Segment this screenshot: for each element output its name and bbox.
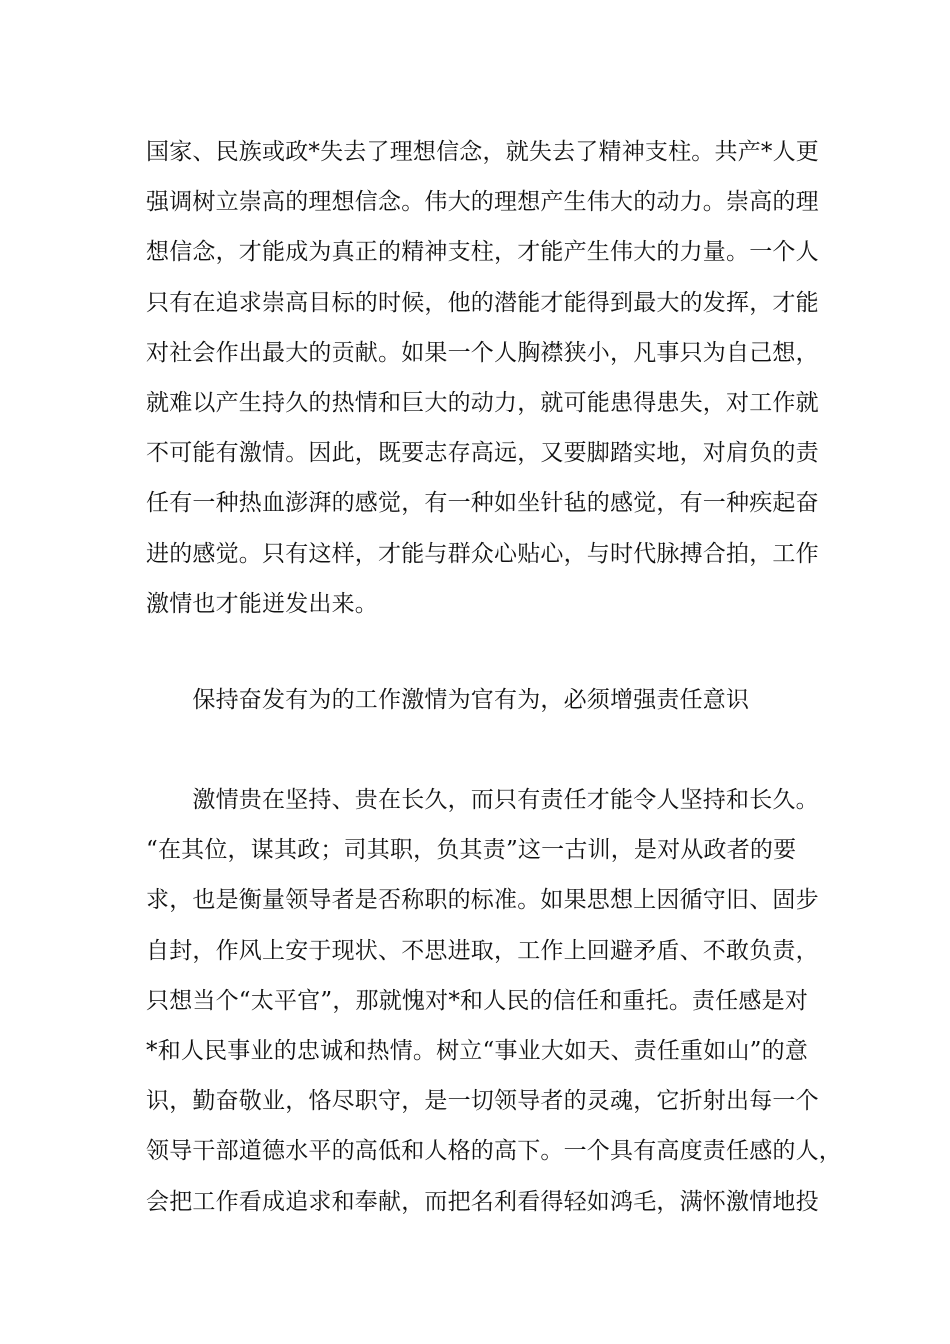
paragraph-line: 就难以产生持久的热情和巨大的动力，就可能患得患失，对工作就 <box>146 389 819 416</box>
paragraph-line: 任有一种热血澎湃的感觉，有一种如坐针毡的感觉，有一种疾起奋 <box>146 490 819 517</box>
paragraph-line: 进的感觉。只有这样，才能与群众心贴心，与时代脉搏合拍，工作 <box>146 540 819 567</box>
paragraph-line: “在其位，谋其政；司其职，负其责”这一古训，是对从政者的要 <box>146 837 797 864</box>
paragraph-line: 强调树立崇高的理想信念。伟大的理想产生伟大的动力。崇高的理 <box>146 189 819 216</box>
paragraph-2 <box>146 775 842 1227</box>
section-heading <box>146 675 826 725</box>
paragraph-line: 想信念，才能成为真正的精神支柱，才能产生伟大的力量。一个人 <box>146 239 819 266</box>
paragraph-line: 只有在追求崇高目标的时候，他的潜能才能得到最大的发挥，才能 <box>146 289 819 316</box>
paragraph-line: 识，勤奋敬业，恪尽职守，是一切领导者的灵魂，它折射出每一个 <box>146 1088 819 1115</box>
section-heading-text: 保持奋发有为的工作激情为官有为，必须增强责任意识 <box>146 687 750 713</box>
paragraph-1 <box>146 127 826 629</box>
paragraph-line: 会把工作看成追求和奉献，而把名利看得轻如鸿毛，满怀激情地投 <box>146 1188 819 1215</box>
paragraph-line: 只想当个“太平官”，那就愧对*和人民的信任和重托。责任感是对 <box>146 987 809 1014</box>
paragraph-line: 领导干部道德水平的高低和人格的高下。一个具有高度责任感的人， <box>146 1138 842 1165</box>
paragraph-line: 国家、民族或政*失去了理想信念，就失去了精神支柱。共产*人更 <box>146 139 819 165</box>
paragraph-line: 激情也才能迸发出来。 <box>146 590 378 617</box>
paragraph-line: 求，也是衡量领导者是否称职的标准。如果思想上因循守旧、固步 <box>146 887 819 914</box>
paragraph-line: *和人民事业的忠诚和热情。树立“事业大如天、责任重如山”的意 <box>146 1037 809 1064</box>
paragraph-line: 对社会作出最大的贡献。如果一个人胸襟狭小，凡事只为自己想， <box>146 339 819 366</box>
paragraph-line: 激情贵在坚持、贵在长久，而只有责任才能令人坚持和长久。 <box>146 787 819 813</box>
paragraph-line: 自封，作风上安于现状、不思进取，工作上回避矛盾、不敢负责， <box>146 937 819 964</box>
paragraph-line: 不可能有激情。因此，既要志存高远，又要脚踏实地，对肩负的责 <box>146 440 819 467</box>
